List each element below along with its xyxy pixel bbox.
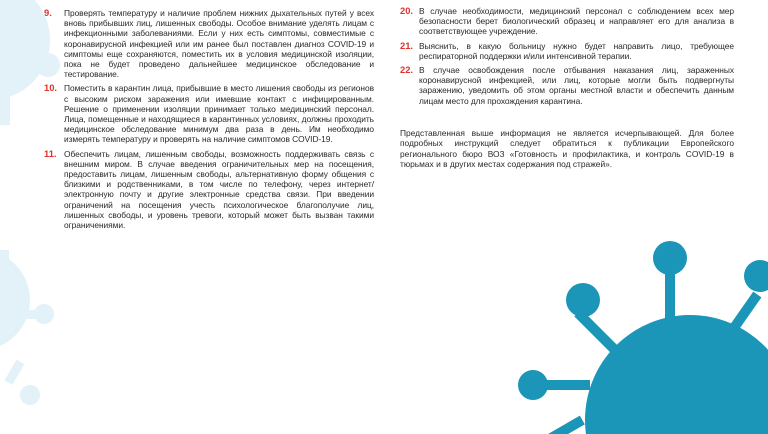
item-number: 10. (44, 82, 58, 94)
item-text: В случае необходимости, медицинский персонал с соблюдением всех мер безопасности берет биологический образец и направляет его для анализа в соответствующее учреждение. (419, 6, 734, 37)
item-text: В случае освобождения после отбывания наказания лиц, зараженных коронавирусной инфекцией, или лиц, которые могли быть подвергнуты заражению, уведомить об этом органы местной власти и обеспечить данным лицам место для прохождения карантина. (419, 65, 734, 106)
item-text: Проверять температуру и наличие проблем нижних дыхательных путей у всех вновь прибывших лиц, лишенных свободы. Особое внимание уделять лицам с инфекционными заболеваниями. Если у них есть симптомы, совместимые с коронавирусной инфекцией или им ранее был поставлен диагноз COVID-19 и симптомы еще сохраняются, поместить их в условия медицинской изоляции, пока не будет проведено дальнейшее медицинское обследование и тестирование. (64, 8, 374, 80)
virus-icon (518, 241, 768, 434)
list-item-10 (44, 83, 374, 144)
item-number: 22. (400, 64, 414, 76)
light-virus-shape-bottom (0, 250, 54, 405)
list-item-11 (44, 149, 374, 231)
item-number: 9. (44, 7, 52, 18)
left-column (44, 8, 374, 234)
item-number: 20. (400, 5, 414, 16)
list-item-9 (44, 8, 374, 79)
item-number: 21. (400, 39, 414, 51)
list-item-20 (400, 6, 734, 37)
item-text: Поместить в карантин лица, прибывшие в место лишения свободы из регионов с высоким риском заражения или имевшие контакт с инфицированным. Решение о применении изоляции принимает только медицинский персонал. Лица, помещенные и находящиеся в карантинных условиях, должны проходить медицинское обследование минимум два раза в день. Им необходимо измерять температуру и проверять на наличие симптомов COVID-19. (64, 83, 374, 145)
item-text: Выяснить, в какую больницу нужно будет направить лицо, требующее респираторной поддержки и/или интенсивной терапии. (419, 40, 734, 61)
list-item-21 (400, 41, 734, 61)
disclaimer-note: Представленная выше информация не является исчерпывающей. Для более подробных инструкций следует обратиться к публикации Европейского регионального бюро ВОЗ «Готовность и профилактика, и контроль COVID-19 в тюрьмах и в других местах содержания под стражей». (400, 127, 734, 170)
item-number: 11. (44, 147, 57, 159)
right-column (400, 6, 734, 169)
item-text: Обеспечить лицам, лишенным свободы, возможность поддерживать связь с внешним миром. В случае введения ограничительных мер на посещения, предоставить лицам, лишенным свободы, альтернативную форму общения с близкими и родственниками, в том числе по телефону, через интернет/электронную почту и другие электронные средства связи. При введении ограничений на посещения учесть психологическое благополучие лиц, лишенных свободы, и уровень тревоги, который может быть вызван такими ограничениями. (64, 148, 374, 231)
list-item-22 (400, 65, 734, 106)
